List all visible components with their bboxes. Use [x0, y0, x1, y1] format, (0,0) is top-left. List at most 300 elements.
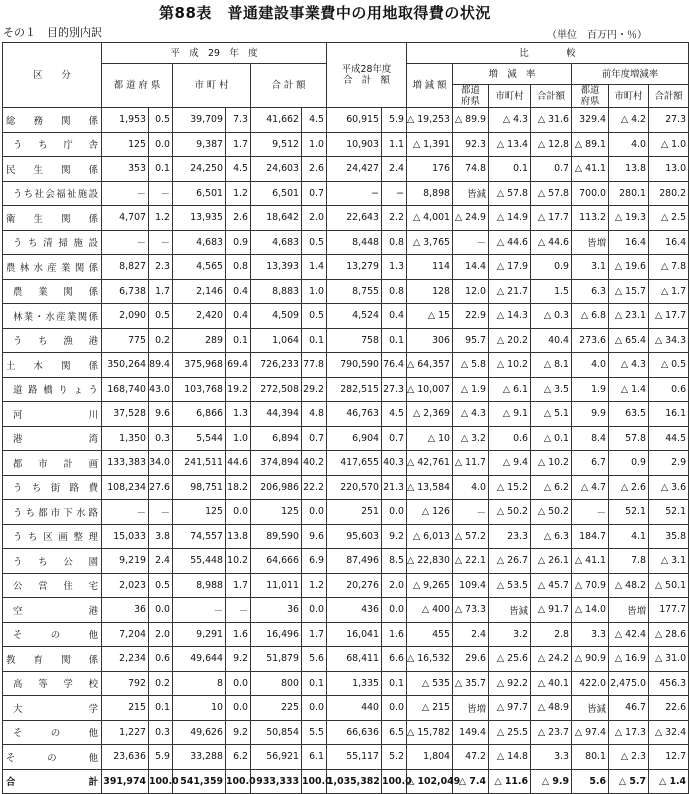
- table-cell: 2.6: [226, 206, 251, 231]
- table-cell: 9,387: [173, 132, 226, 157]
- table-cell: －: [453, 500, 489, 525]
- row-category: う ち 街 路 費: [3, 475, 102, 500]
- table-cell: △ 5.8: [453, 353, 489, 378]
- table-cell: △ 5.1: [531, 402, 572, 427]
- table-cell: △ 14.8: [489, 745, 531, 770]
- table-cell: 51,879: [251, 647, 302, 672]
- table-cell: 5.5: [302, 720, 327, 745]
- table-cell: 74.8: [453, 157, 489, 182]
- table-cell: 20,276: [327, 573, 382, 598]
- table-cell: 1.2: [149, 206, 173, 231]
- table-cell: 52.1: [649, 500, 689, 525]
- table-row: [3, 255, 689, 280]
- table-cell: 4,524: [327, 304, 382, 329]
- table-cell: 790,590: [327, 353, 382, 378]
- table-cell: 8,898: [407, 181, 453, 206]
- table-cell: 12.0: [453, 279, 489, 304]
- table-cell: 800: [251, 671, 302, 696]
- table-cell: 1,064: [251, 328, 302, 353]
- table-cell: 100.0: [226, 769, 251, 794]
- row-category: う ち 社 会 福 祉 施 設: [3, 181, 102, 206]
- table-cell: 125: [102, 132, 149, 157]
- table-cell: 6,501: [173, 181, 226, 206]
- table-cell: △ 6.1: [489, 377, 531, 402]
- table-cell: 9,219: [102, 549, 149, 574]
- table-cell: 13.8: [609, 157, 649, 182]
- table-cell: 0.0: [302, 500, 327, 525]
- table-cell: 177.7: [649, 598, 689, 623]
- table-cell: 6.2: [226, 745, 251, 770]
- table-cell: △ 42,761: [407, 451, 453, 476]
- table-cell: 0.1: [149, 696, 173, 721]
- table-cell: 0.5: [149, 304, 173, 329]
- table-cell: 726,233: [251, 353, 302, 378]
- table-cell: △ 21.7: [489, 279, 531, 304]
- table-cell: 0.1: [489, 157, 531, 182]
- table-cell: 1.7: [302, 622, 327, 647]
- table-cell: 4.5: [302, 108, 327, 133]
- table-cell: 0.1: [382, 328, 407, 353]
- table-cell: △ 13.4: [489, 132, 531, 157]
- table-row: [3, 377, 689, 402]
- table-cell: 87,496: [327, 549, 382, 574]
- table-cell: △ 6.3: [531, 524, 572, 549]
- table-cell: 220,570: [327, 475, 382, 500]
- table-cell: －: [102, 181, 149, 206]
- table-cell: 2.4: [382, 157, 407, 182]
- table-cell: 1.3: [382, 255, 407, 280]
- row-category: う ち 公 園: [3, 549, 102, 574]
- row-category: 高 等 学 校: [3, 671, 102, 696]
- table-cell: 0.2: [149, 671, 173, 696]
- table-cell: △ 7.8: [649, 255, 689, 280]
- table-row: [3, 304, 689, 329]
- header-comparison: 比 較: [407, 43, 689, 64]
- table-cell: 100.0: [302, 769, 327, 794]
- table-cell: 0.6: [489, 426, 531, 451]
- table-cell: 46.7: [609, 696, 649, 721]
- table-cell: △ 2.3: [609, 745, 649, 770]
- table-cell: 9.2: [226, 647, 251, 672]
- table-row: [3, 157, 689, 182]
- table-cell: △ 91.7: [531, 598, 572, 623]
- table-cell: 8: [173, 671, 226, 696]
- table-cell: 8,883: [251, 279, 302, 304]
- table-row: [3, 696, 689, 721]
- table-cell: △ 535: [407, 671, 453, 696]
- table-cell: 43.0: [149, 377, 173, 402]
- table-row: [3, 279, 689, 304]
- table-cell: 29.2: [302, 377, 327, 402]
- table-row: [3, 181, 689, 206]
- table-cell: △ 1.7: [649, 279, 689, 304]
- table-cell: 125: [251, 500, 302, 525]
- row-category: 道 路 橋 り ょ う: [3, 377, 102, 402]
- table-cell: 16.4: [609, 230, 649, 255]
- table-cell: 8,827: [102, 255, 149, 280]
- table-cell: 0.0: [226, 671, 251, 696]
- table-cell: 5.9: [149, 745, 173, 770]
- table-cell: △ 22.1: [453, 549, 489, 574]
- row-category: 農 林 水 産 業 関 係: [3, 255, 102, 280]
- table-cell: △ 70.9: [572, 573, 609, 598]
- table-cell: 3.2: [489, 622, 531, 647]
- table-cell: △ 3.6: [649, 475, 689, 500]
- table-row: [3, 500, 689, 525]
- table-cell: 5.6: [572, 769, 609, 794]
- table-cell: 8,448: [327, 230, 382, 255]
- table-cell: 3.8: [149, 524, 173, 549]
- table-cell: 2.8: [531, 622, 572, 647]
- table-cell: 0.4: [226, 279, 251, 304]
- table-cell: △ 48.9: [531, 696, 572, 721]
- header-rate-municipality: 市町村: [489, 85, 531, 108]
- table-cell: 0.1: [382, 671, 407, 696]
- table-cell: 273.6: [572, 328, 609, 353]
- table-cell: 1.2: [226, 181, 251, 206]
- table-cell: △ 57.8: [531, 181, 572, 206]
- table-cell: 0.9: [609, 451, 649, 476]
- table-cell: 0.8: [382, 230, 407, 255]
- table-cell: △ 19,253: [407, 108, 453, 133]
- table-cell: 46,763: [327, 402, 382, 427]
- table-cell: 455: [407, 622, 453, 647]
- table-cell: 2,090: [102, 304, 149, 329]
- table-row: [3, 108, 689, 133]
- table-cell: 11,011: [251, 573, 302, 598]
- table-cell: △ 400: [407, 598, 453, 623]
- table-cell: 8,988: [173, 573, 226, 598]
- table-cell: △ 9,265: [407, 573, 453, 598]
- table-cell: △ 11.6: [489, 769, 531, 794]
- header-rate-prefecture: 都道 府県: [453, 85, 489, 108]
- table-cell: 0.4: [382, 304, 407, 329]
- table-cell: 353: [102, 157, 149, 182]
- table-cell: △ 24.9: [453, 206, 489, 231]
- header-rate-total: 合計額: [531, 85, 572, 108]
- table-cell: 775: [102, 328, 149, 353]
- table-cell: 0.7: [382, 426, 407, 451]
- table-cell: 1.2: [302, 573, 327, 598]
- table-cell: 2.6: [302, 157, 327, 182]
- row-category: 林 業 ・ 水 産 業 関 係: [3, 304, 102, 329]
- table-cell: △ 14.3: [489, 304, 531, 329]
- table-row: [3, 622, 689, 647]
- table-cell: 1.7: [226, 132, 251, 157]
- table-cell: －: [453, 230, 489, 255]
- header-prev-prefecture: 都道 府県: [572, 85, 609, 108]
- table-cell: 6.3: [572, 279, 609, 304]
- header-prev-total: 合計額: [649, 85, 689, 108]
- table-cell: 5.9: [382, 108, 407, 133]
- table-cell: 0.1: [302, 328, 327, 353]
- table-cell: △ 0.5: [649, 353, 689, 378]
- table-cell: 282,515: [327, 377, 382, 402]
- table-cell: 4.5: [382, 402, 407, 427]
- table-cell: 100.0: [149, 769, 173, 794]
- table-cell: －: [149, 500, 173, 525]
- table-cell: △ 34.3: [649, 328, 689, 353]
- table-cell: △ 3,765: [407, 230, 453, 255]
- table-cell: 55,117: [327, 745, 382, 770]
- header-change-amount: 増 減 額: [407, 64, 453, 108]
- header-h28: 平成28年度 合 計 額: [327, 43, 407, 108]
- table-cell: 4,683: [251, 230, 302, 255]
- row-category: う ち 清 掃 施 設: [3, 230, 102, 255]
- table-cell: 933,333: [251, 769, 302, 794]
- table-cell: △ 26.1: [531, 549, 572, 574]
- table-row: [3, 524, 689, 549]
- table-cell: 47.2: [453, 745, 489, 770]
- table-cell: 40.2: [302, 451, 327, 476]
- table-row: [3, 206, 689, 231]
- row-category: う ち 区 画 整 理: [3, 524, 102, 549]
- table-cell: 6.9: [302, 549, 327, 574]
- table-cell: 1.9: [572, 377, 609, 402]
- table-cell: 35.8: [649, 524, 689, 549]
- row-category: う ち 漁 港: [3, 328, 102, 353]
- table-cell: 63.5: [609, 402, 649, 427]
- table-cell: 128: [407, 279, 453, 304]
- table-cell: 95,603: [327, 524, 382, 549]
- table-cell: △ 16.9: [609, 647, 649, 672]
- table-cell: △ 31.0: [649, 647, 689, 672]
- table-cell: 1.6: [382, 622, 407, 647]
- table-cell: △ 65.4: [609, 328, 649, 353]
- table-cell: △ 89.1: [572, 132, 609, 157]
- table-cell: 374,894: [251, 451, 302, 476]
- table-cell: 1.6: [226, 622, 251, 647]
- table-cell: 375,968: [173, 353, 226, 378]
- table-cell: 2.0: [382, 573, 407, 598]
- row-category: う ち 庁 舎: [3, 132, 102, 157]
- table-cell: 1,335: [327, 671, 382, 696]
- table-cell: 39,709: [173, 108, 226, 133]
- table-cell: 44.6: [226, 451, 251, 476]
- table-cell: △ 4.2: [609, 108, 649, 133]
- land-acquisition-table: [2, 42, 689, 794]
- row-category: 大 学: [3, 696, 102, 721]
- table-cell: △ 28.6: [649, 622, 689, 647]
- table-cell: 5,544: [173, 426, 226, 451]
- table-cell: 9.9: [572, 402, 609, 427]
- table-cell: △ 4.3: [609, 353, 649, 378]
- table-cell: －: [102, 500, 149, 525]
- table-cell: △ 2.6: [609, 475, 649, 500]
- unit-label: （単位 百万円・％）: [547, 30, 647, 41]
- table-cell: △ 32.4: [649, 720, 689, 745]
- table-cell: 89,590: [251, 524, 302, 549]
- table-cell: 18.2: [226, 475, 251, 500]
- table-cell: 95.7: [453, 328, 489, 353]
- table-cell: △ 45.7: [531, 573, 572, 598]
- table-cell: −: [382, 181, 407, 206]
- table-cell: 0.4: [226, 304, 251, 329]
- table-cell: △ 10: [407, 426, 453, 451]
- row-category: 農 業 関 係: [3, 279, 102, 304]
- table-cell: 6.6: [382, 647, 407, 672]
- row-category: そ の 他: [3, 720, 102, 745]
- table-cell: 440: [327, 696, 382, 721]
- table-cell: 16,041: [327, 622, 382, 647]
- table-cell: 2.9: [649, 451, 689, 476]
- table-cell: 皆減: [453, 181, 489, 206]
- table-cell: 700.0: [572, 181, 609, 206]
- header-change-rate: 増 減 率: [453, 64, 572, 85]
- table-cell: △ 9.4: [489, 451, 531, 476]
- table-cell: 2.4: [453, 622, 489, 647]
- table-cell: △ 10.2: [531, 451, 572, 476]
- row-category: 土 木 関 係: [3, 353, 102, 378]
- table-cell: 0.6: [649, 377, 689, 402]
- table-cell: 9.6: [149, 402, 173, 427]
- table-cell: 103,768: [173, 377, 226, 402]
- table-cell: △ 31.6: [531, 108, 572, 133]
- table-cell: 4.5: [226, 157, 251, 182]
- table-cell: 350,264: [102, 353, 149, 378]
- table-cell: △ 41.1: [572, 549, 609, 574]
- table-cell: 100.0: [382, 769, 407, 794]
- table-cell: △ 4.3: [489, 108, 531, 133]
- table-cell: －: [173, 598, 226, 623]
- row-category: 教 育 関 係: [3, 647, 102, 672]
- table-row: [3, 353, 689, 378]
- table-cell: 皆増: [453, 696, 489, 721]
- table-cell: △ 6.2: [531, 475, 572, 500]
- table-cell: 0.8: [226, 255, 251, 280]
- table-cell: 0.5: [149, 573, 173, 598]
- table-cell: 50,854: [251, 720, 302, 745]
- table-cell: 541,359: [173, 769, 226, 794]
- table-cell: △ 11.7: [453, 451, 489, 476]
- table-cell: 34.0: [149, 451, 173, 476]
- table-cell: 1.4: [302, 255, 327, 280]
- table-cell: 422.0: [572, 671, 609, 696]
- table-cell: △ 7.4: [453, 769, 489, 794]
- table-cell: △ 1.4: [609, 377, 649, 402]
- table-cell: －: [149, 230, 173, 255]
- table-cell: △ 12.8: [531, 132, 572, 157]
- table-cell: 109.4: [453, 573, 489, 598]
- table-cell: 66,636: [327, 720, 382, 745]
- table-cell: 2,023: [102, 573, 149, 598]
- table-cell: 2.4: [149, 549, 173, 574]
- header-prev-municipality: 市町村: [609, 85, 649, 108]
- table-cell: 215: [102, 696, 149, 721]
- table-cell: 1.0: [302, 132, 327, 157]
- table-cell: 22,643: [327, 206, 382, 231]
- table-cell: △ 41.1: [572, 157, 609, 182]
- table-cell: △ 14.0: [572, 598, 609, 623]
- table-cell: △ 50.2: [531, 500, 572, 525]
- table-cell: △ 90.9: [572, 647, 609, 672]
- table-cell: 16,496: [251, 622, 302, 647]
- table-cell: 0.1: [302, 671, 327, 696]
- table-cell: 0.1: [226, 328, 251, 353]
- table-cell: 6.7: [572, 451, 609, 476]
- table-cell: 4.1: [609, 524, 649, 549]
- table-cell: △ 92.2: [489, 671, 531, 696]
- table-cell: △ 15.2: [489, 475, 531, 500]
- table-cell: 280.2: [649, 181, 689, 206]
- table-cell: 149.4: [453, 720, 489, 745]
- table-cell: 1.3: [226, 402, 251, 427]
- table-cell: △ 3.5: [531, 377, 572, 402]
- table-cell: 0.0: [382, 696, 407, 721]
- table-cell: 1,035,382: [327, 769, 382, 794]
- table-cell: 18,642: [251, 206, 302, 231]
- table-cell: 49,644: [173, 647, 226, 672]
- table-cell: 8.5: [382, 549, 407, 574]
- table-row: [3, 451, 689, 476]
- table-cell: 6,501: [251, 181, 302, 206]
- table-body: [3, 108, 689, 794]
- table-cell: 13.0: [649, 157, 689, 182]
- row-category: 衛 生 関 係: [3, 206, 102, 231]
- table-cell: △ 25.6: [489, 647, 531, 672]
- table-cell: △ 48.2: [609, 573, 649, 598]
- table-cell: 0.5: [302, 304, 327, 329]
- table-cell: 4,707: [102, 206, 149, 231]
- table-cell: 13,935: [173, 206, 226, 231]
- table-cell: 0.7: [531, 157, 572, 182]
- table-cell: 6,866: [173, 402, 226, 427]
- table-cell: 1.1: [382, 132, 407, 157]
- table-cell: △ 16,532: [407, 647, 453, 672]
- table-cell: 4.0: [609, 132, 649, 157]
- table-cell: 4,683: [173, 230, 226, 255]
- table-row: [3, 475, 689, 500]
- table-cell: 64,666: [251, 549, 302, 574]
- table-cell: 1.7: [149, 279, 173, 304]
- table-cell: 6,904: [327, 426, 382, 451]
- table-cell: 80.1: [572, 745, 609, 770]
- table-cell: △ 22,830: [407, 549, 453, 574]
- table-row-total: [3, 769, 689, 794]
- table-cell: △ 9.9: [531, 769, 572, 794]
- table-cell: △ 1,391: [407, 132, 453, 157]
- table-cell: 27.6: [149, 475, 173, 500]
- table-cell: 29.6: [453, 647, 489, 672]
- table-cell: △ 17.7: [649, 304, 689, 329]
- table-row: [3, 573, 689, 598]
- table-cell: 12.7: [649, 745, 689, 770]
- table-cell: △ 50.2: [489, 500, 531, 525]
- table-cell: 306: [407, 328, 453, 353]
- table-cell: 0.9: [531, 255, 572, 280]
- table-cell: 176: [407, 157, 453, 182]
- table-cell: △ 3.2: [453, 426, 489, 451]
- table-cell: △ 15,782: [407, 720, 453, 745]
- table-cell: 69.4: [226, 353, 251, 378]
- table-cell: △ 26.7: [489, 549, 531, 574]
- table-cell: △ 1.4: [649, 769, 689, 794]
- table-cell: 23.3: [489, 524, 531, 549]
- table-cell: 1,804: [407, 745, 453, 770]
- table-cell: 0.0: [149, 598, 173, 623]
- row-category: 合 計: [3, 769, 102, 794]
- table-cell: 125: [173, 500, 226, 525]
- table-cell: 98,751: [173, 475, 226, 500]
- table-cell: 0.5: [302, 230, 327, 255]
- table-cell: 23,636: [102, 745, 149, 770]
- row-category: 総 務 関 係: [3, 108, 102, 133]
- table-cell: 27.3: [649, 108, 689, 133]
- table-cell: 13,279: [327, 255, 382, 280]
- table-cell: 0.0: [226, 500, 251, 525]
- table-cell: 2.3: [149, 255, 173, 280]
- table-cell: 792: [102, 671, 149, 696]
